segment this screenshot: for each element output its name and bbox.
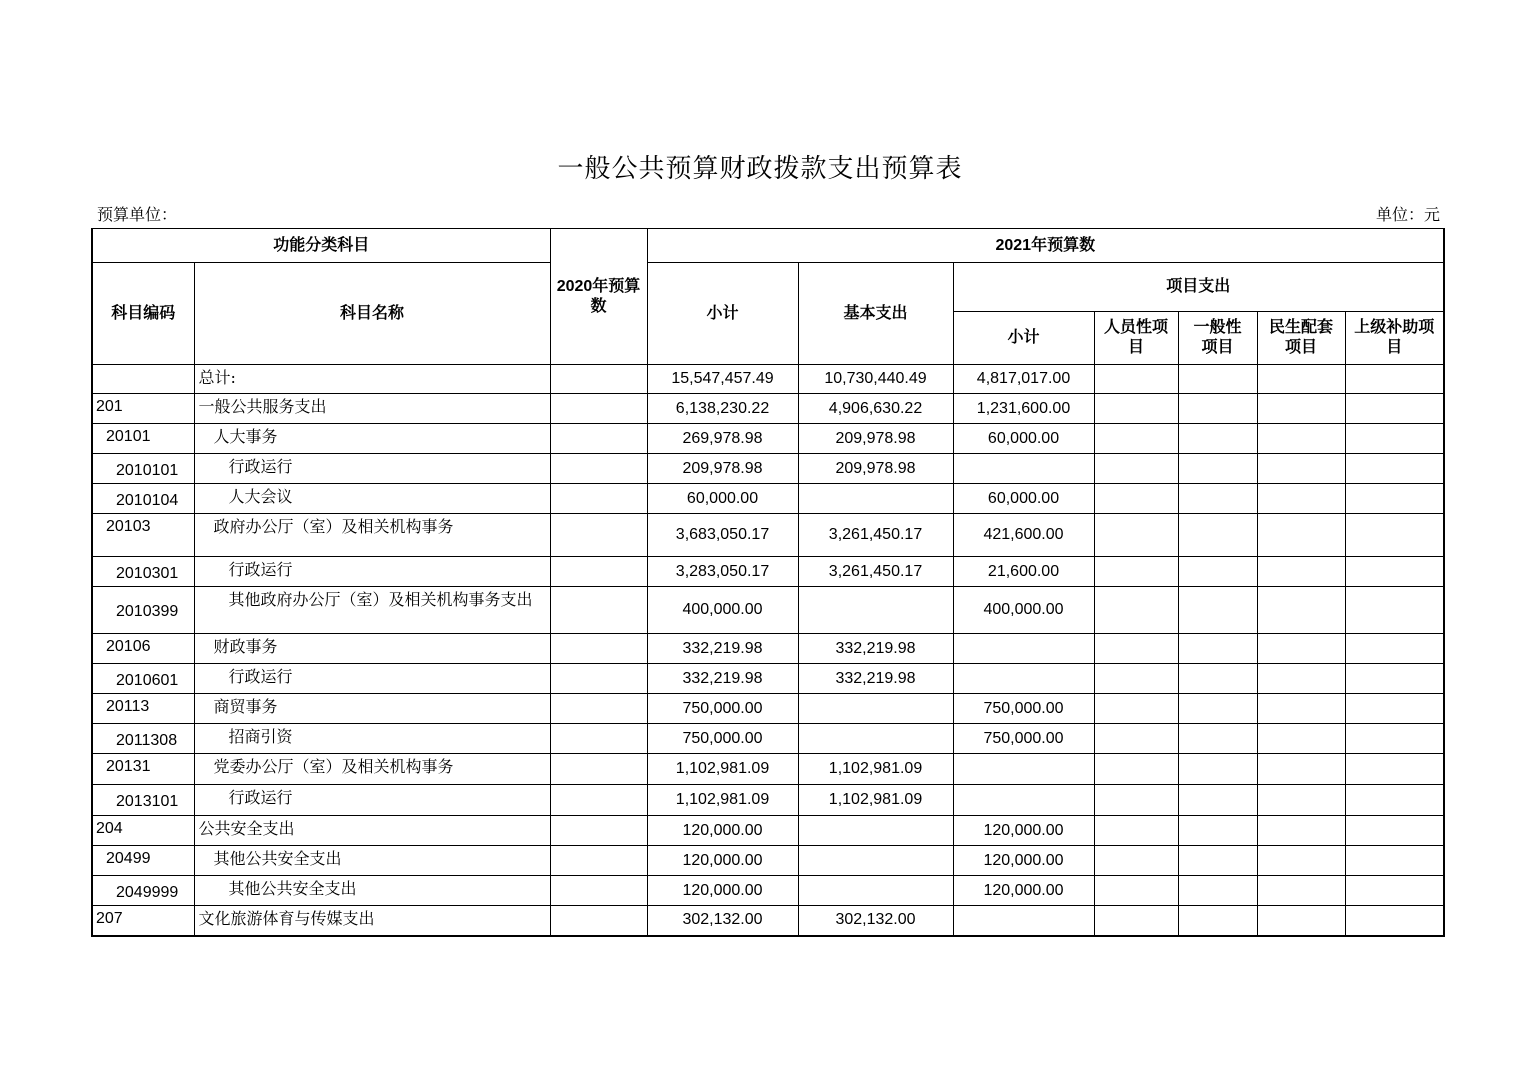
livelihood-cell <box>1257 694 1345 724</box>
header-superior: 上级补助项目 <box>1345 312 1444 365</box>
livelihood-cell <box>1257 816 1345 846</box>
general-cell <box>1178 454 1257 484</box>
table-row <box>92 846 1444 876</box>
subtotal-cell: 332,219.98 <box>647 634 798 664</box>
name-cell: 商贸事务 <box>194 694 550 724</box>
superior-cell <box>1345 514 1444 557</box>
basic-cell: 332,219.98 <box>798 634 953 664</box>
subtotal-cell: 6,138,230.22 <box>647 394 798 424</box>
name-cell: 行政运行 <box>194 664 550 694</box>
superior-cell <box>1345 454 1444 484</box>
livelihood-cell <box>1257 664 1345 694</box>
code-cell: 2010301 <box>92 557 194 587</box>
budget-2020-cell <box>550 557 647 587</box>
currency-unit-label: 单位：元 <box>1375 205 1440 224</box>
livelihood-cell <box>1257 634 1345 664</box>
table-row <box>92 694 1444 724</box>
name-cell: 行政运行 <box>194 557 550 587</box>
livelihood-cell <box>1257 724 1345 754</box>
header-personnel: 人员性项目 <box>1094 312 1178 365</box>
personnel-cell <box>1094 876 1178 906</box>
budget-2020-cell <box>550 514 647 557</box>
project-cell: 1,231,600.00 <box>953 394 1094 424</box>
subtotal-cell: 120,000.00 <box>647 876 798 906</box>
table-row <box>92 557 1444 587</box>
budget-2020-cell <box>550 724 647 754</box>
page-title: 一般公共预算财政拨款支出预算表 <box>557 154 963 184</box>
livelihood-cell <box>1257 846 1345 876</box>
subtotal-cell: 120,000.00 <box>647 816 798 846</box>
subtotal-cell: 750,000.00 <box>647 694 798 724</box>
name-cell: 财政事务 <box>194 634 550 664</box>
livelihood-cell <box>1257 876 1345 906</box>
name-cell: 人大事务 <box>194 424 550 454</box>
basic-cell <box>798 724 953 754</box>
superior-cell <box>1345 587 1444 634</box>
project-cell: 421,600.00 <box>953 514 1094 557</box>
header-name: 科目名称 <box>194 263 550 365</box>
code-cell: 20101 <box>92 424 194 454</box>
code-cell: 20103 <box>92 514 194 557</box>
project-cell <box>953 906 1094 936</box>
superior-cell <box>1345 816 1444 846</box>
code-cell: 201 <box>92 394 194 424</box>
code-cell: 20113 <box>92 694 194 724</box>
header-func-class: 功能分类科目 <box>92 229 550 263</box>
subtotal-cell: 209,978.98 <box>647 454 798 484</box>
project-cell: 60,000.00 <box>953 424 1094 454</box>
basic-cell <box>798 694 953 724</box>
livelihood-cell <box>1257 514 1345 557</box>
header-subtotal: 小计 <box>647 263 798 365</box>
basic-cell: 10,730,440.49 <box>798 365 953 394</box>
superior-cell <box>1345 664 1444 694</box>
header-basic: 基本支出 <box>798 263 953 365</box>
basic-cell: 1,102,981.09 <box>798 754 953 785</box>
project-cell <box>953 664 1094 694</box>
header-project-subtotal: 小计 <box>953 312 1094 365</box>
name-cell: 文化旅游体育与传媒支出 <box>194 906 550 936</box>
project-cell: 120,000.00 <box>953 816 1094 846</box>
table-row <box>92 484 1444 514</box>
livelihood-cell <box>1257 424 1345 454</box>
basic-cell: 332,219.98 <box>798 664 953 694</box>
general-cell <box>1178 724 1257 754</box>
basic-cell <box>798 876 953 906</box>
budget-2020-cell <box>550 754 647 785</box>
personnel-cell <box>1094 557 1178 587</box>
table-row <box>92 785 1444 816</box>
livelihood-cell <box>1257 394 1345 424</box>
budget-2020-cell <box>550 634 647 664</box>
personnel-cell <box>1094 846 1178 876</box>
subtotal-cell: 120,000.00 <box>647 846 798 876</box>
personnel-cell <box>1094 785 1178 816</box>
superior-cell <box>1345 394 1444 424</box>
basic-cell: 1,102,981.09 <box>798 785 953 816</box>
general-cell <box>1178 785 1257 816</box>
personnel-cell <box>1094 454 1178 484</box>
livelihood-cell <box>1257 754 1345 785</box>
table-row <box>92 365 1444 394</box>
project-cell: 21,600.00 <box>953 557 1094 587</box>
code-cell: 2010104 <box>92 484 194 514</box>
basic-cell <box>798 484 953 514</box>
livelihood-cell <box>1257 557 1345 587</box>
budget-2020-cell <box>550 694 647 724</box>
livelihood-cell <box>1257 454 1345 484</box>
budget-table <box>91 228 1445 937</box>
table-row <box>92 424 1444 454</box>
table-row <box>92 816 1444 846</box>
project-cell: 400,000.00 <box>953 587 1094 634</box>
superior-cell <box>1345 365 1444 394</box>
general-cell <box>1178 664 1257 694</box>
superior-cell <box>1345 906 1444 936</box>
subtotal-cell: 15,547,457.49 <box>647 365 798 394</box>
name-cell: 其他公共安全支出 <box>194 876 550 906</box>
superior-cell <box>1345 876 1444 906</box>
header-project: 项目支出 <box>953 263 1444 312</box>
superior-cell <box>1345 785 1444 816</box>
livelihood-cell <box>1257 484 1345 514</box>
personnel-cell <box>1094 906 1178 936</box>
personnel-cell <box>1094 754 1178 785</box>
budget-2020-cell <box>550 876 647 906</box>
table-row <box>92 634 1444 664</box>
name-cell: 党委办公厅（室）及相关机构事务 <box>194 754 550 785</box>
general-cell <box>1178 424 1257 454</box>
table-row <box>92 587 1444 634</box>
table-row <box>92 514 1444 557</box>
general-cell <box>1178 557 1257 587</box>
table-row <box>92 754 1444 785</box>
general-cell <box>1178 816 1257 846</box>
project-cell: 120,000.00 <box>953 876 1094 906</box>
subtotal-cell: 1,102,981.09 <box>647 754 798 785</box>
general-cell <box>1178 754 1257 785</box>
personnel-cell <box>1094 694 1178 724</box>
code-cell: 207 <box>92 906 194 936</box>
name-cell: 人大会议 <box>194 484 550 514</box>
project-cell: 750,000.00 <box>953 724 1094 754</box>
personnel-cell <box>1094 365 1178 394</box>
project-cell: 750,000.00 <box>953 694 1094 724</box>
table-row <box>92 664 1444 694</box>
budget-2020-cell <box>550 365 647 394</box>
subtotal-cell: 400,000.00 <box>647 587 798 634</box>
table-row <box>92 876 1444 906</box>
project-cell: 120,000.00 <box>953 846 1094 876</box>
project-cell: 4,817,017.00 <box>953 365 1094 394</box>
header-row-1 <box>92 229 1444 263</box>
personnel-cell <box>1094 424 1178 454</box>
basic-cell: 3,261,450.17 <box>798 557 953 587</box>
table-row <box>92 906 1444 936</box>
project-cell <box>953 754 1094 785</box>
code-cell: 2010399 <box>92 587 194 634</box>
header-general: 一般性项目 <box>1178 312 1257 365</box>
basic-cell: 4,906,630.22 <box>798 394 953 424</box>
general-cell <box>1178 906 1257 936</box>
name-cell: 行政运行 <box>194 785 550 816</box>
code-cell: 2010101 <box>92 454 194 484</box>
project-cell <box>953 454 1094 484</box>
general-cell <box>1178 484 1257 514</box>
subtotal-cell: 269,978.98 <box>647 424 798 454</box>
superior-cell <box>1345 424 1444 454</box>
basic-cell <box>798 816 953 846</box>
personnel-cell <box>1094 394 1178 424</box>
subtotal-cell: 332,219.98 <box>647 664 798 694</box>
general-cell <box>1178 394 1257 424</box>
general-cell <box>1178 514 1257 557</box>
code-cell: 2013101 <box>92 785 194 816</box>
subtotal-cell: 60,000.00 <box>647 484 798 514</box>
livelihood-cell <box>1257 587 1345 634</box>
budget-2020-cell <box>550 816 647 846</box>
personnel-cell <box>1094 724 1178 754</box>
general-cell <box>1178 634 1257 664</box>
livelihood-cell <box>1257 906 1345 936</box>
general-cell <box>1178 587 1257 634</box>
livelihood-cell <box>1257 785 1345 816</box>
personnel-cell <box>1094 514 1178 557</box>
basic-cell <box>798 846 953 876</box>
general-cell <box>1178 876 1257 906</box>
name-cell: 其他公共安全支出 <box>194 846 550 876</box>
budget-2020-cell <box>550 587 647 634</box>
header-code: 科目编码 <box>92 263 194 365</box>
name-cell: 总计: <box>194 365 550 394</box>
basic-cell: 3,261,450.17 <box>798 514 953 557</box>
superior-cell <box>1345 557 1444 587</box>
basic-cell: 209,978.98 <box>798 454 953 484</box>
superior-cell <box>1345 724 1444 754</box>
budget-2020-cell <box>550 906 647 936</box>
superior-cell <box>1345 484 1444 514</box>
subtotal-cell: 302,132.00 <box>647 906 798 936</box>
budget-2020-cell <box>550 785 647 816</box>
basic-cell <box>798 587 953 634</box>
subtotal-cell: 1,102,981.09 <box>647 785 798 816</box>
name-cell: 招商引资 <box>194 724 550 754</box>
budget-2020-cell <box>550 454 647 484</box>
budget-2020-cell <box>550 846 647 876</box>
budget-unit-label: 预算单位： <box>97 205 178 224</box>
personnel-cell <box>1094 816 1178 846</box>
table-row <box>92 394 1444 424</box>
subtotal-cell: 750,000.00 <box>647 724 798 754</box>
name-cell: 行政运行 <box>194 454 550 484</box>
code-cell: 20499 <box>92 846 194 876</box>
subtotal-cell: 3,683,050.17 <box>647 514 798 557</box>
name-cell: 公共安全支出 <box>194 816 550 846</box>
superior-cell <box>1345 634 1444 664</box>
budget-2020-cell <box>550 484 647 514</box>
livelihood-cell <box>1257 365 1345 394</box>
name-cell: 其他政府办公厅（室）及相关机构事务支出 <box>194 587 550 634</box>
superior-cell <box>1345 694 1444 724</box>
basic-cell: 302,132.00 <box>798 906 953 936</box>
code-cell: 2049999 <box>92 876 194 906</box>
superior-cell <box>1345 754 1444 785</box>
header-row-2 <box>92 263 1444 312</box>
code-cell: 20106 <box>92 634 194 664</box>
name-cell: 政府办公厅（室）及相关机构事务 <box>194 514 550 557</box>
project-cell: 60,000.00 <box>953 484 1094 514</box>
general-cell <box>1178 846 1257 876</box>
header-budget-2020: 2020年预算数 <box>550 229 647 365</box>
general-cell <box>1178 365 1257 394</box>
code-cell: 2011308 <box>92 724 194 754</box>
budget-2020-cell <box>550 664 647 694</box>
personnel-cell <box>1094 484 1178 514</box>
project-cell <box>953 785 1094 816</box>
header-budget-2021: 2021年预算数 <box>647 229 1444 263</box>
budget-2020-cell <box>550 424 647 454</box>
general-cell <box>1178 694 1257 724</box>
project-cell <box>953 634 1094 664</box>
name-cell: 一般公共服务支出 <box>194 394 550 424</box>
personnel-cell <box>1094 587 1178 634</box>
code-cell: 2010601 <box>92 664 194 694</box>
code-cell: 20131 <box>92 754 194 785</box>
personnel-cell <box>1094 664 1178 694</box>
superior-cell <box>1345 846 1444 876</box>
subtotal-cell: 3,283,050.17 <box>647 557 798 587</box>
budget-2020-cell <box>550 394 647 424</box>
basic-cell: 209,978.98 <box>798 424 953 454</box>
code-cell: 204 <box>92 816 194 846</box>
table-row <box>92 454 1444 484</box>
table-row <box>92 724 1444 754</box>
header-livelihood: 民生配套项目 <box>1257 312 1345 365</box>
code-cell <box>92 365 194 394</box>
personnel-cell <box>1094 634 1178 664</box>
